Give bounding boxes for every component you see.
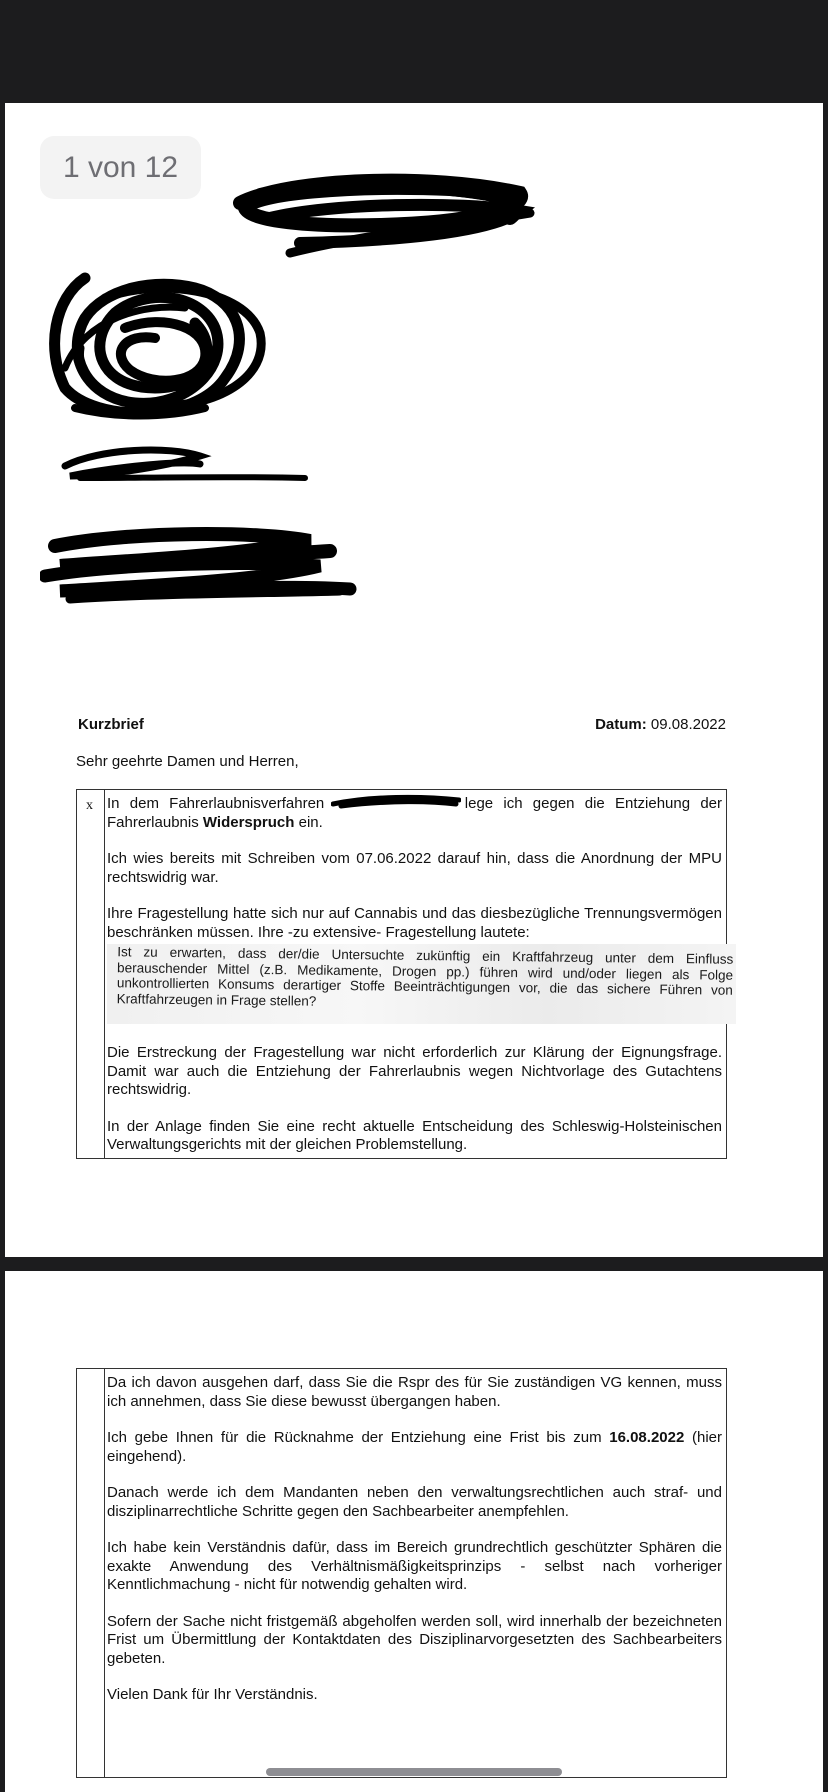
- letter-body-box-2: [76, 1368, 727, 1778]
- checkbox-mark: x: [86, 798, 93, 813]
- paragraph-text: lege ich gegen die Entziehung der Fahrerlaubnis: [107, 795, 722, 831]
- paragraph-text: In dem Fahrerlaubnisverfahren: [107, 795, 325, 812]
- paragraph-frist: [107, 1429, 722, 1466]
- kurzbrief-label: Kurzbrief: [78, 716, 144, 733]
- greeting: Sehr geehrte Damen und Herren,: [76, 753, 299, 770]
- letter-body-content-1: [107, 795, 734, 1173]
- document-page-1[interactable]: [5, 103, 823, 1257]
- bold-widerspruch: Widerspruch: [202, 813, 295, 831]
- redaction-scribble-letterhead: [230, 163, 540, 273]
- paragraph-dank: Vielen Dank für Ihr Verständnis.: [107, 1686, 318, 1703]
- redaction-inline: [335, 796, 455, 808]
- redaction-scribble-sender: [45, 258, 275, 428]
- horizontal-scrollbar[interactable]: [266, 1768, 562, 1776]
- quoted-question-image: [107, 944, 736, 1024]
- viewer-top-bar: [0, 0, 828, 103]
- datum-value: 09.08.2022: [650, 716, 726, 733]
- paragraph-fragestellung: Ihre Fragestellung hatte sich nur auf Cannabis und das diesbezügliche Trennungsvermögen beschränken müssen. Ihre -zu extensive- Fragestellung lautete:: [107, 905, 722, 941]
- paragraph-rspr: Da ich davon ausgehen darf, dass Sie die Rspr des für Sie zuständigen VG kennen, muss ich annehmen, dass Sie diese bewusst übergangen haben.: [107, 1374, 722, 1410]
- paragraph-schritte: Danach werde ich dem Mandanten neben den verwaltungsrechtlichen auch straf- und disziplinarrechtliche Schritte gegen den Sachbearbeiter anempfehlen.: [107, 1484, 722, 1520]
- letter-body-box-1: [76, 789, 734, 1159]
- paragraph-text: ein.: [298, 813, 323, 831]
- datum-label: Datum:: [595, 716, 647, 733]
- letter-body-content-2: [107, 1374, 722, 1723]
- redaction-scribble-recipient: [60, 438, 310, 488]
- checkbox-column: [77, 1369, 105, 1777]
- redaction-scribble-address: [40, 521, 360, 611]
- paragraph-text: (hier eingehend).: [107, 1429, 722, 1465]
- bold-frist-date: 16.08.2022: [609, 1429, 685, 1446]
- page-indicator: 1 von 12: [40, 136, 201, 199]
- paragraph-text: Ich gebe Ihnen für die Rücknahme der Entziehung eine Frist bis zum: [107, 1429, 602, 1446]
- quoted-question-text: Ist zu erwarten, dass der/die Untersuchte zukünftig ein Kraftfahrzeug unter dem Einfluss berauschender Mittel (z.B. Medikamente, Drogen pp.) führen wird und/oder liegen als Folge unkontrollierten Konsums derartiger Stoffe Beeinträchtigungen vor, die das sichere Führen von Kraftfahrzeugen in Frage stellen?: [116, 944, 734, 1009]
- paragraph-widerspruch: [107, 795, 722, 832]
- paragraph-verstaendnis: Ich habe kein Verständnis dafür, dass im Bereich grundrechtlich geschützter Sphären die exakte Anwendung des Verhältnismäßigkeitsprinzips - selbst nach vorheriger Kenntlichmachung - nicht für notwendig gehalten wird.: [107, 1539, 722, 1593]
- paragraph-erstreckung: Die Erstreckung der Fragestellung war nicht erforderlich zur Klärung der Eignungsfrage. Damit war auch die Entziehung der Fahrerlaubnis wegen Nichtvorlage des Gutachtens rechtswidrig.: [107, 1044, 722, 1098]
- datum-line: [595, 716, 726, 733]
- paragraph-kontaktdaten: Sofern der Sache nicht fristgemäß abgeholfen werden soll, wird innerhalb der bezeichneten Frist um Übermittlung der Kontaktdaten des Disziplinarvorgesetzten des Sachbearbeiters gebeten.: [107, 1612, 722, 1667]
- paragraph-anlage: In der Anlage finden Sie eine recht aktuelle Entscheidung des Schleswig-Holsteinischen Verwaltungsgerichts mit der gleichen Problemstellung.: [107, 1117, 722, 1153]
- checkbox-column: [77, 790, 105, 1158]
- paragraph-mpu: Ich wies bereits mit Schreiben vom 07.06.2022 darauf hin, dass die Anordnung der MPU rechtswidrig war.: [107, 850, 722, 886]
- document-page-2[interactable]: [5, 1271, 823, 1792]
